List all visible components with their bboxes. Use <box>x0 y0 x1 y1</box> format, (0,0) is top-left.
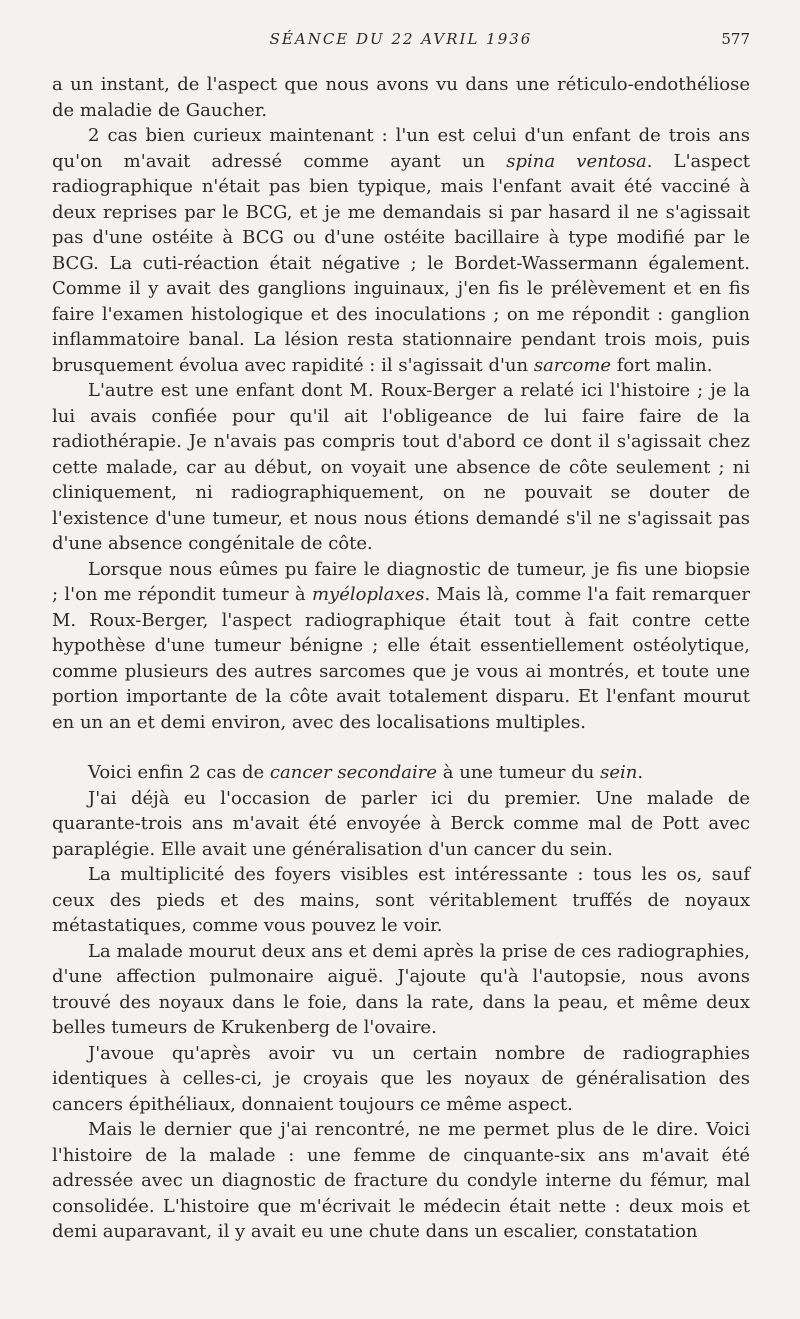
paragraph-8: La malade mourut deux ans et demi après la prise de ces radiographies, d'une affection pulmonaire aiguë. J'ajoute qu'à l'autopsie, nous avons trouvé des noyaux dans le foie, dans la rate, dans la peau, et même deux belles tumeurs de Krukenberg de l'ovaire. <box>52 940 750 1038</box>
section-gap <box>52 735 750 760</box>
paragraph-4 <box>52 557 750 736</box>
paragraph-4-italic-myeloplaxes: myéloplaxes <box>311 584 425 605</box>
paragraph-5-text-b: à une tumeur du <box>437 762 601 783</box>
paragraph-7: La multiplicité des foyers visibles est intéressante : tous les os, sauf ceux des pieds et des mains, sont véritablement truffés de noyaux métastatiques, comme vous pouvez le voir. <box>52 864 750 936</box>
paragraph-4-text-a: Lorsque nous eûmes pu faire le diagnostic de tumeur, je fis une biopsie ; l'on me répondit tumeur à <box>52 558 750 605</box>
paragraph-2 <box>52 123 750 378</box>
paragraph-10: Mais le dernier que j'ai rencontré, ne me permet plus de le dire. Voici l'histoire de la malade : une femme de cinquante-six ans m'avait été adressée avec un diagnostic de fracture du condyle interne du fémur, mal consolidée. L'histoire que m'écrivait le médecin était nette : deux mois et demi auparavant, il y avait eu une chute dans un escalier, constatation <box>52 1119 750 1242</box>
paragraph-5-italic-cancer-secondaire: cancer secondaire <box>269 762 438 783</box>
page-number: 577 <box>721 30 750 48</box>
paragraph-2-text-b: . L'aspect radiographique n'était pas bien typique, mais l'enfant avait été vacciné à deux reprises par le BCG, et je me demandais si par hasard il ne s'agissait pas d'une ostéite à BCG ou d'une ostéite bacillaire à type modifié par le BCG. La cuti-réaction était négative ; le Bordet-Wassermann également. Comme il y avait des ganglions inguinaux, j'en fis le prélèvement et en fis faire l'examen histologique et des inoculations ; on me répondit : ganglion inflammatoire banal. La lésion resta stationnaire pendant trois mois, puis brusquement évolua avec rapidité : il s'agissait d'un <box>52 150 751 376</box>
paragraph-2-italic-sarcome: sarcome <box>533 354 612 376</box>
paragraph-5-text-c: . <box>637 762 644 783</box>
paragraph-5-text-a: Voici enfin 2 cas de <box>88 762 270 783</box>
paragraph-2-italic-spina-ventosa: spina ventosa <box>506 150 647 172</box>
paragraph-1: a un instant, de l'aspect que nous avons vu dans une réticulo-endothéliose de maladie de Gaucher. <box>52 74 750 121</box>
paragraph-5 <box>52 760 750 786</box>
body-text <box>52 72 750 1245</box>
paragraph-2-text-c: fort malin. <box>611 354 713 376</box>
running-header <box>52 30 750 54</box>
paragraph-2-text-a: 2 cas bien curieux maintenant : l'un est celui d'un enfant de trois ans qu'on m'avait adressé comme ayant un <box>52 125 750 172</box>
paragraph-4-text-b: . Mais là, comme l'a fait remarquer M. Roux-Berger, l'aspect radiographique était tout à fait contre cette hypothèse d'une tumeur bénigne ; elle était essentiellement ostéolytique, comme plusieurs des autres sarcomes que je vous ai montrés, et toute une portion importante de la côte avait totalement disparu. Et l'enfant mourut en un an et demi environ, avec des localisations multiples. <box>52 584 751 733</box>
paragraph-5-italic-sein: sein <box>600 762 638 783</box>
paragraph-6: J'ai déjà eu l'occasion de parler ici du premier. Une malade de quarante-trois ans m'avait été envoyée à Berck comme mal de Pott avec paraplégie. Elle avait une généralisation d'un cancer du sein. <box>52 787 750 860</box>
header-title: SÉANCE DU 22 AVRIL 1936 <box>269 30 533 48</box>
paragraph-3: L'autre est une enfant dont M. Roux-Berger a relaté ici l'histoire ; je la lui avais confiée pour qu'il ait l'obligeance de lui faire faire de la radiothérapie. Je n'avais pas compris tout d'abord ce dont il s'agissait chez cette malade, car au début, on voyait une absence de côte seulement ; ni cliniquement, ni radiographiquement, on ne pouvait se douter de l'existence d'une tumeur, et nous nous étions demandé s'il ne s'agissait pas d'une absence congénitale de côte. <box>52 380 750 554</box>
paragraph-9: J'avoue qu'après avoir vu un certain nombre de radiographies identiques à celles-ci, je croyais que les noyaux de généralisation des cancers épithéliaux, donnaient toujours ce même aspect. <box>52 1042 750 1115</box>
